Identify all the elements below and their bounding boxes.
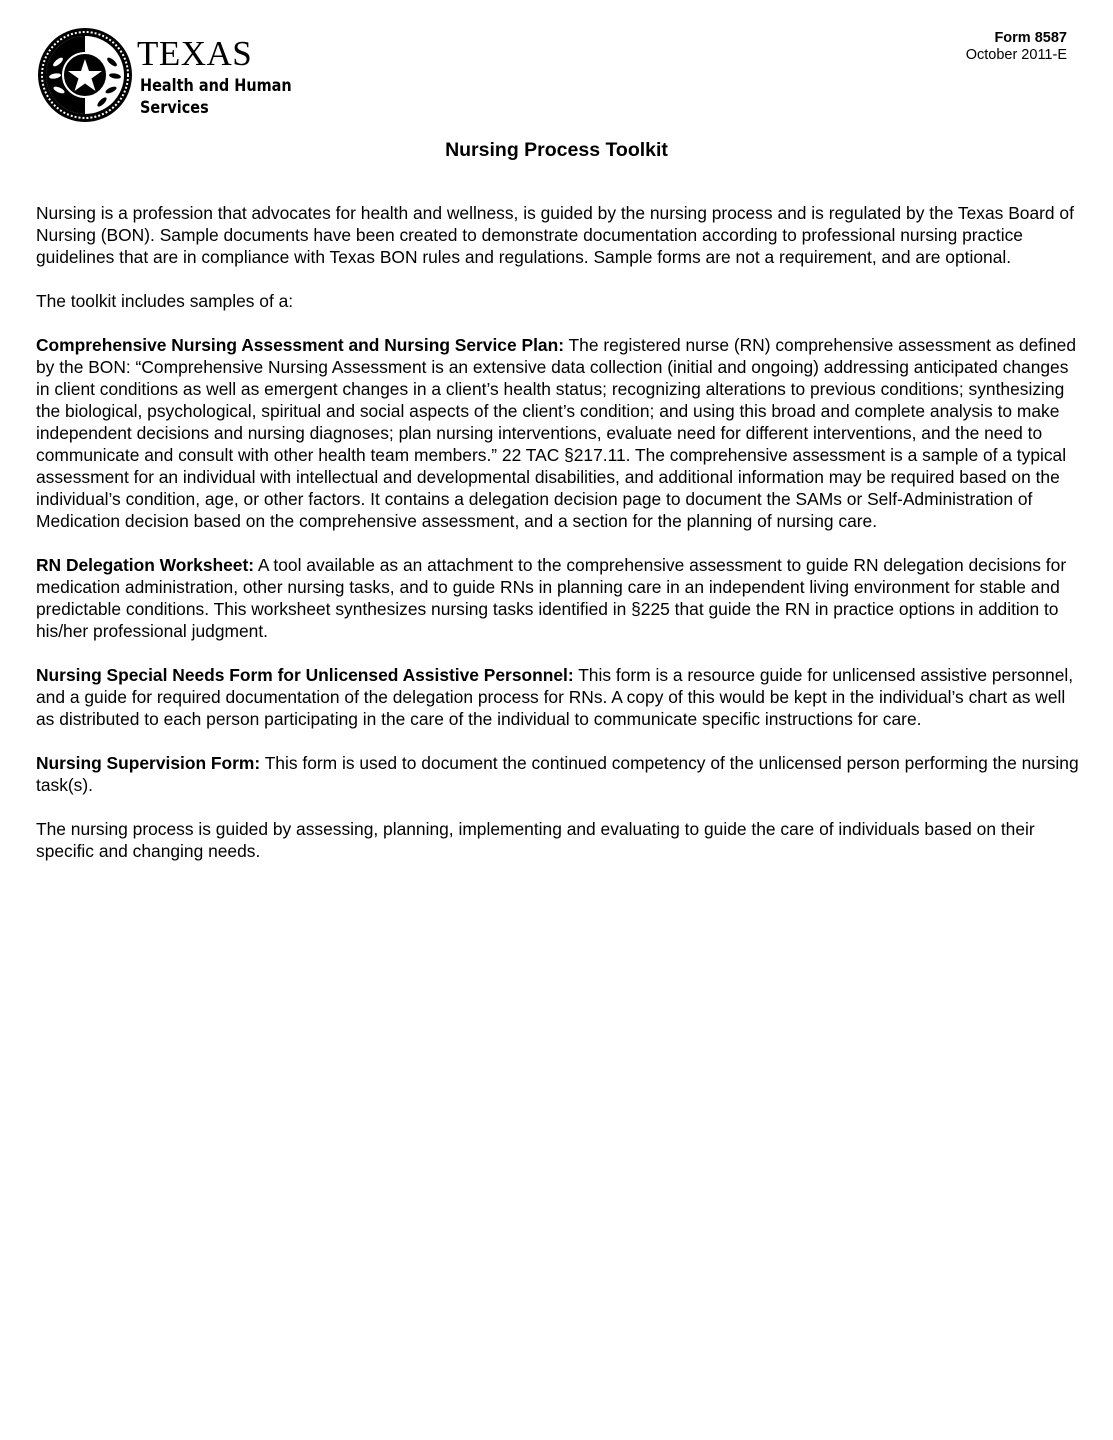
section-text: This form is a resource guide for unlicensed assistive personnel, and a guide for required documentation of the delegation process for RNs. A copy of this would be kept in the individual’s chart as well as distributed to each person participating in the care of the individual to communicate specific instructions for care.	[36, 665, 1074, 729]
logo-texas: TEXAS	[137, 34, 253, 73]
section-term: RN Delegation Worksheet:	[36, 555, 255, 575]
document-body	[36, 202, 1081, 884]
hhs-logo	[36, 26, 296, 126]
logo-subtitle	[140, 75, 292, 119]
section-term: Nursing Supervision Form:	[36, 753, 261, 773]
intro-paragraph: Nursing is a profession that advocates for health and wellness, is guided by the nursing process and is regulated by the Texas Board of Nursing (BON). Sample documents have been created to demonstrate documentation according to professional nursing practice guidelines that are in compliance with Texas BON rules and regulations. Sample forms are not a requirement, and are optional.	[36, 203, 1074, 267]
section-term: Nursing Special Needs Form for Unlicensed Assistive Personnel:	[36, 665, 574, 685]
section-paragraph	[36, 334, 1081, 532]
logo-line3: Services	[140, 98, 209, 118]
texas-seal-icon	[36, 26, 134, 124]
section-text: The registered nurse (RN) comprehensive assessment as defined by the BON: “Comprehensive Nursing Assessment is an extensive data collection (initial and ongoing) addressing anticipated changes in client conditions as well as emergent changes in a client’s health status; recognizing alterations to previous conditions; synthesizing the biological, psychological, spiritual and social aspects of the client’s condition; and using this broad and complete analysis to make independent decisions and nursing diagnoses; plan nursing interventions, evaluate need for different interventions, and the need to communicate and consult with other health team members.” 22 TAC §217.11. The comprehensive assessment is a sample of a typical assessment for an individual with intellectual and developmental disabilities, and additional information may be required based on the individual’s condition, age, or other factors. It contains a delegation decision page to document the SAMs or Self-Administration of Medication decision based on the comprehensive assessment, and a section for the planning of nursing care.	[36, 335, 1076, 531]
document-title: Nursing Process Toolkit	[445, 139, 668, 161]
closing-paragraph: The nursing process is guided by assessing, planning, implementing and evaluating to guide the care of individuals based on their specific and changing needs.	[36, 819, 1035, 861]
form-header	[966, 30, 1067, 64]
form-date: October 2011-E	[965, 47, 1067, 63]
section-text: This form is used to document the continued competency of the unlicensed person performing the nursing task(s).	[36, 753, 1079, 795]
section-paragraph	[36, 664, 1081, 730]
section-text: A tool available as an attachment to the comprehensive assessment to guide RN delegation decisions for medication administration, other nursing tasks, and to guide RNs in planning care in an independent living environment for stable and predictable conditions. This worksheet synthesizes nursing tasks identified in §225 that guide the RN in practice options in addition to his/her professional judgment.	[36, 555, 1067, 641]
section-term: Comprehensive Nursing Assessment and Nursing Service Plan:	[36, 335, 565, 355]
section-paragraph	[36, 554, 1081, 642]
form-number: Form 8587	[994, 30, 1067, 46]
toolkit-lead: The toolkit includes samples of a:	[36, 291, 294, 311]
section-paragraph	[36, 752, 1081, 796]
logo-line2: Health and Human	[140, 76, 292, 96]
